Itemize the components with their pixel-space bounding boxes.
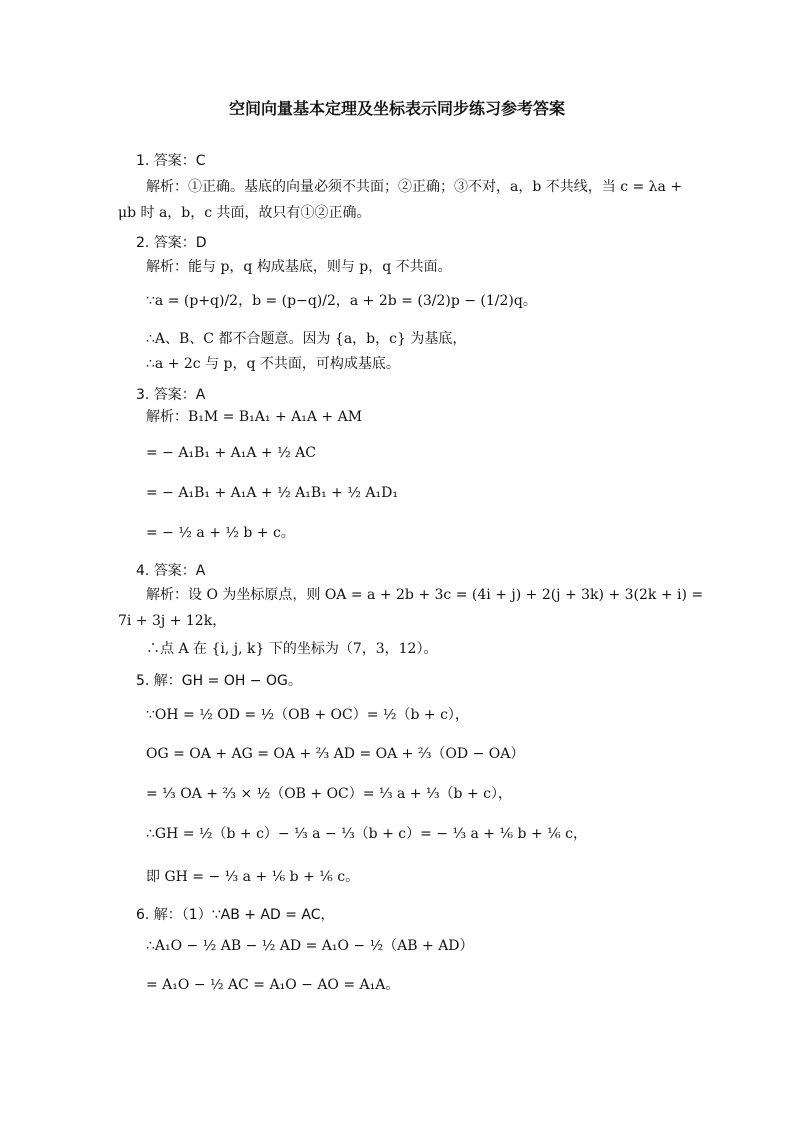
answer-5-line-3: = ⅓ OA + ⅔ × ½（OB + OC）= ⅓ a + ⅓（b + c）， [146, 786, 512, 802]
answer-4-header: 4. 答案：A [136, 563, 206, 579]
page-title: 空间向量基本定理及坐标表示同步练习参考答案 [228, 99, 565, 118]
answer-3-line-1: 解析：B₁M = B₁A₁ + A₁A + AM [146, 409, 363, 425]
answer-3-line-2: = − A₁B₁ + A₁A + ½ AC [146, 445, 316, 461]
answer-6-line-1: ∴A₁O − ½ AB − ½ AD = A₁O − ½（AB + AD） [146, 938, 474, 954]
answer-5-line-5: 即 GH = − ⅓ a + ⅙ b + ⅙ c。 [146, 869, 360, 885]
answer-1-header: 1. 答案：C [136, 153, 206, 169]
answer-5-line-4: ∴GH = ½（b + c）− ⅓ a − ⅓（b + c）= − ⅓ a + ⅙ b + ⅙ c， [146, 826, 587, 842]
answer-5-header: 5. 解：GH = OH − OG。 [136, 673, 302, 689]
answer-3-line-3: = − A₁B₁ + A₁A + ½ A₁B₁ + ½ A₁D₁ [146, 485, 398, 501]
answer-4-line-3: ∴点 A 在 {i, j, k} 下的坐标为（7，3，12）。 [146, 641, 438, 657]
answer-3-line-4: = − ½ a + ½ b + c。 [146, 525, 295, 541]
answer-5-line-1: ∵OH = ½ OD = ½（OB + OC）= ½（b + c）， [146, 707, 469, 723]
answer-5-line-2: OG = OA + AG = OA + ⅔ AD = OA + ⅔（OD − OA） [146, 746, 525, 762]
answer-4-line-1: 解析：设 O 为坐标原点，则 OA = a + 2b + 3c = (4i + j) + 2(j + 3k) + 3(2k + i) = [146, 587, 704, 603]
answer-2-line-3: ∴A、B、C 都不合题意。因为 {a，b，c} 为基底， [146, 331, 467, 347]
answer-6-line-2: = A₁O − ½ AC = A₁O − AO = A₁A。 [146, 977, 400, 993]
answer-2-line-2: ∵a = (p+q)/2，b = (p−q)/2，a + 2b = (3/2)p − (1/2)q。 [146, 293, 537, 309]
answer-2-line-4: ∴a + 2c 与 p，q 不共面，可构成基底。 [146, 356, 400, 372]
answer-1-line-2: μb 时 a，b，c 共面，故只有①②正确。 [118, 205, 371, 221]
answer-2-header: 2. 答案：D [136, 235, 207, 251]
answer-1-line-1: 解析：①正确。基底的向量必须不共面；②正确；③不对，a，b 不共线，当 c = λa + [146, 179, 683, 195]
answer-4-line-2: 7i + 3j + 12k， [118, 613, 227, 629]
answer-3-header: 3. 答案：A [136, 387, 206, 403]
answer-2-line-1: 解析：能与 p，q 构成基底，则与 p，q 不共面。 [146, 259, 452, 275]
answer-6-header: 6. 解：（1）∵AB + AD = AC， [136, 907, 335, 923]
